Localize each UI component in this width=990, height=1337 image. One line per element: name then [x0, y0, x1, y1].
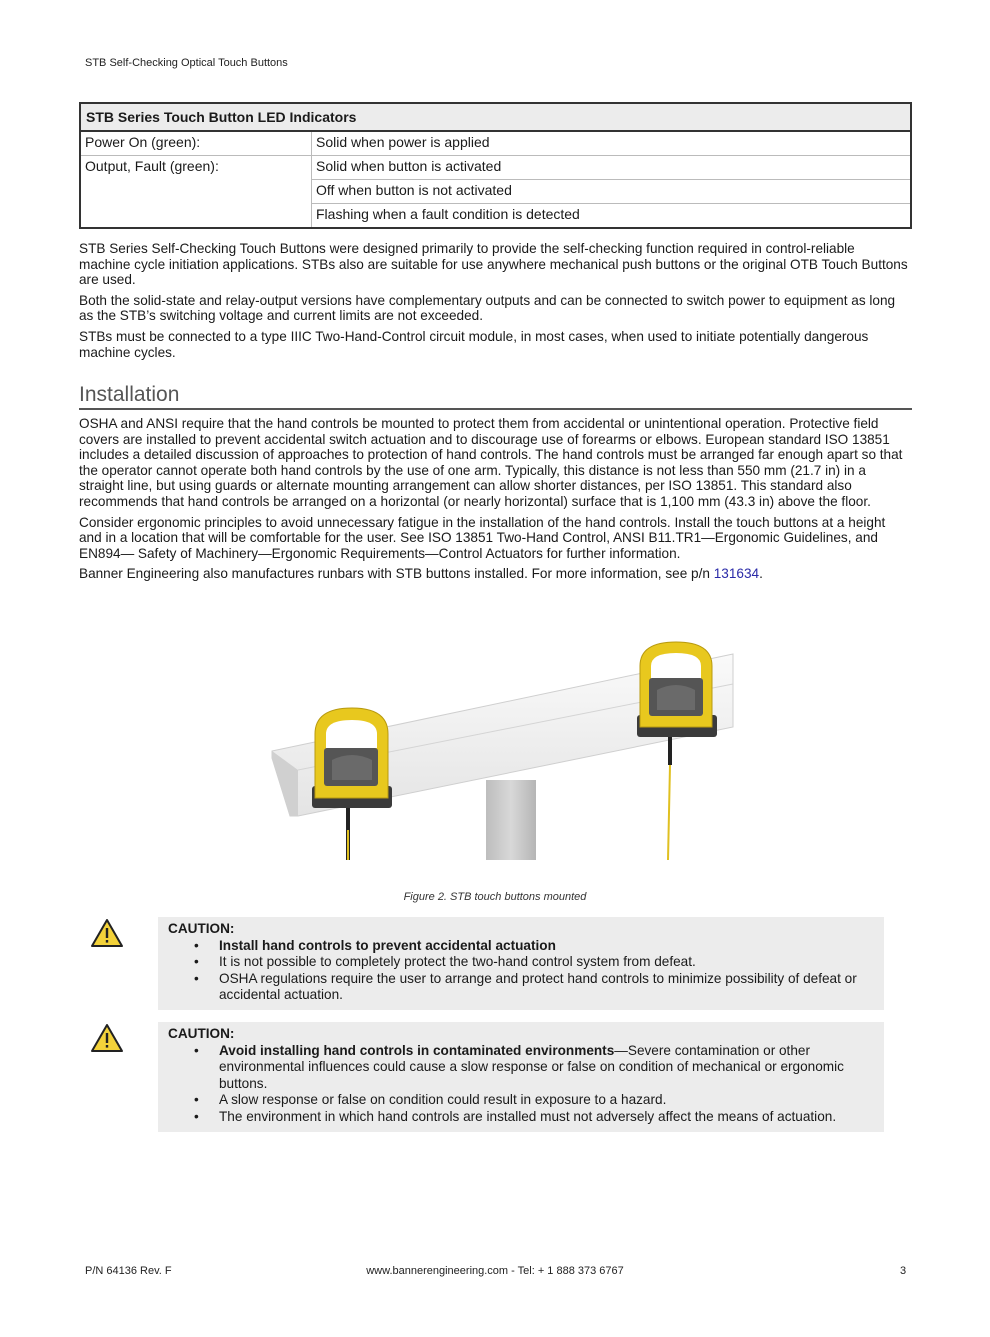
- touch-button-left: [312, 708, 392, 860]
- figure-stb-buttons-mounted: [260, 630, 750, 870]
- warning-triangle-icon: [90, 918, 124, 948]
- table-cell-value: Solid when button is activated: [312, 156, 912, 180]
- paragraph-runbar: [79, 566, 909, 582]
- stand-post: [486, 780, 536, 860]
- led-indicators-table: [79, 102, 912, 229]
- paragraph: OSHA and ANSI require that the hand controls be mounted to protect them from accidental or unintentional operation. Protective field covers are installed to prevent accidental switch actuation and to discourage use of forearms or elbows. European standard ISO 13851 includes a detailed discussion of approaches to protection of hand controls. The hand controls must be arranged far enough apart so that the operator cannot operate both hand controls by the use of one arm. Typically, this distance is not less than 550 mm (21.7 in) in a straight line, but using guards or alternate mounting arrangement can allow shorter distances, per ISO 13851. This standard also recommends that hand controls be arranged on a horizontal (or nearly horizontal) surface that is 1,100 mm (43.3 in) above the floor.: [79, 416, 903, 509]
- caution-item-text: —Severe contamination or other environmental influences could cause a slow response or false on condition of mechanical or ergonomic buttons.: [219, 1042, 844, 1091]
- table-cell-value: Flashing when a fault condition is detected: [312, 204, 912, 229]
- caution-box: [158, 1022, 884, 1132]
- caution-item-bold: Install hand controls to prevent accidental actuation: [219, 937, 556, 953]
- paragraph: Both the solid-state and relay-output versions have complementary outputs and can be connected to switch power to equipment as long as the STB’s switching voltage and current limits are not exceeded.: [79, 292, 896, 324]
- footer-page-number: 3: [900, 1265, 907, 1277]
- caution-item: • OSHA regulations require the user to arrange and protect hand controls to minimize possibility of defeat or accidental actuation.: [219, 971, 874, 1004]
- runbar-end: .: [759, 566, 763, 582]
- part-number-link[interactable]: 131634: [713, 566, 760, 582]
- paragraph: STB Series Self-Checking Touch Buttons were designed primarily to provide the self-checking function required in control-reliable machine cycle initiation applications. STBs also are suitable for use anywhere mechanical push buttons or the original OTB Touch Buttons are used.: [79, 241, 908, 288]
- paragraph: Consider ergonomic principles to avoid unnecessary fatigue in the installation of the hand controls. Install the touch buttons at a height and in a location that will be comfortable for the user. See ISO 13851 Two-Hand Control, ANSI B11.TR1—Ergonomic Guidelines, and EN894— Safety of Machinery—Ergonomic Requirements—Control Actuators for further information.: [79, 514, 886, 561]
- warning-triangle-icon: [90, 1023, 124, 1053]
- touch-button-right: [637, 642, 717, 860]
- table-cell-label: Power On (green):: [80, 131, 312, 156]
- intro-section: [79, 241, 909, 365]
- caution-item: • It is not possible to completely protect the two-hand control system from defeat.: [219, 954, 874, 971]
- table-cell-value: Solid when power is applied: [312, 131, 912, 156]
- section-heading-installation: Installation: [79, 383, 912, 410]
- table-cell-value: Off when button is not activated: [312, 180, 912, 204]
- table-title: STB Series Touch Button LED Indicators: [80, 103, 911, 131]
- runbar-text: Banner Engineering also manufactures runbars with STB buttons installed. For more information, see p/n: [79, 566, 714, 582]
- caution-item: [219, 938, 874, 955]
- caution-item: [219, 1043, 874, 1093]
- caution-item: • The environment in which hand controls are installed must not adversely affect the means of actuation.: [219, 1109, 874, 1126]
- footer-part-number: P/N 64136 Rev. F: [85, 1265, 172, 1277]
- caution-title: CAUTION:: [168, 921, 235, 936]
- table-row: [80, 131, 911, 156]
- caution-box: [158, 917, 884, 1010]
- footer-contact: www.bannerengineering.com - Tel: + 1 888 373 6767: [366, 1265, 624, 1277]
- table-row: [80, 156, 911, 180]
- caution-item: • A slow response or false on condition could result in exposure to a hazard.: [219, 1092, 874, 1109]
- installation-section: [79, 416, 909, 587]
- caution-item-bold: Avoid installing hand controls in contaminated environments: [219, 1042, 615, 1058]
- paragraph: STBs must be connected to a type IIIC Two-Hand-Control circuit module, in most cases, when used to initiate potentially dangerous machine cycles.: [79, 328, 869, 360]
- table-cell-label: Output, Fault (green):: [80, 156, 312, 229]
- running-header: STB Self-Checking Optical Touch Buttons: [85, 57, 288, 69]
- caution-title: CAUTION:: [168, 1026, 235, 1041]
- figure-caption: Figure 2. STB touch buttons mounted: [403, 891, 587, 903]
